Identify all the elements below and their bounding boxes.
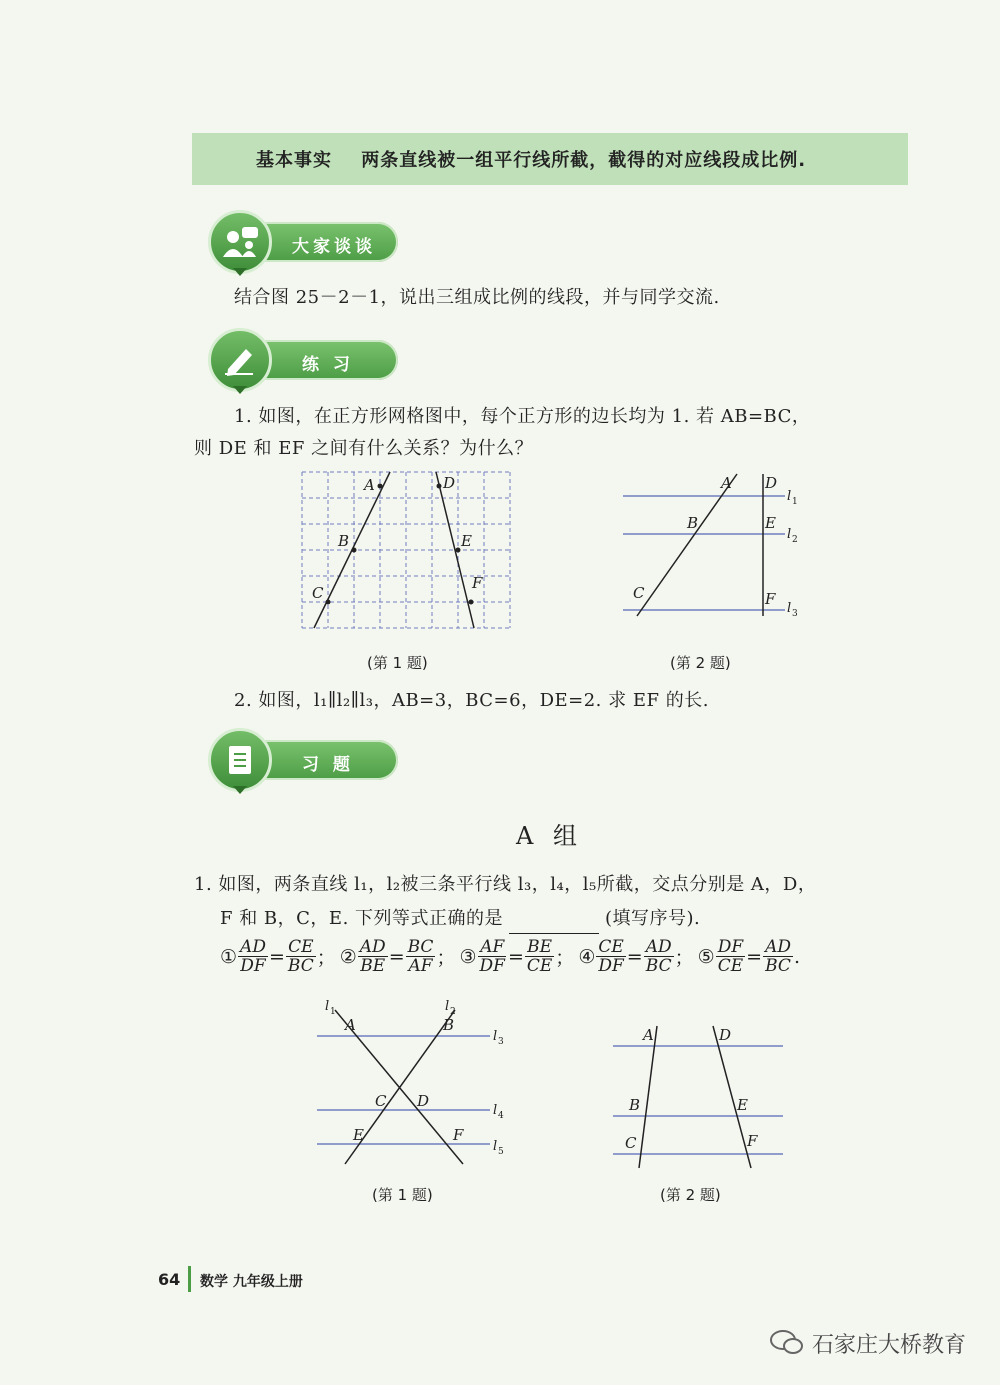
option-3 — [459, 938, 574, 975]
page-number: 64 — [158, 1270, 181, 1289]
answer-blank — [509, 913, 599, 934]
fraction-numerator: AD — [645, 937, 672, 957]
svg-text:E: E — [765, 514, 776, 532]
pencil-icon — [208, 328, 272, 392]
footer-divider — [188, 1266, 191, 1292]
svg-text:D: D — [765, 474, 778, 492]
fraction-denominator: CE — [717, 956, 744, 976]
exercise-q1-line2-post: (填写序号). — [605, 908, 701, 929]
book-title: 数学 九年级上册 — [200, 1274, 303, 1290]
fraction — [286, 938, 316, 975]
exercise-figure-1-crossing — [305, 996, 525, 1168]
equals-sign: = — [626, 945, 643, 968]
fraction-numerator: CE — [598, 937, 624, 957]
svg-text:l: l — [787, 601, 792, 616]
option-mark: ③ — [459, 945, 477, 968]
svg-text:D: D — [719, 1026, 732, 1044]
exercise-q1-line1: 1. 如图，两条直线 l₁，l₂被三条平行线 l₃，l₄，l₅所截，交点分别是 A，D， — [194, 874, 817, 895]
fraction-denominator: DF — [479, 956, 505, 976]
svg-text:B: B — [443, 1016, 455, 1034]
fraction — [525, 938, 554, 975]
svg-text:2: 2 — [450, 1007, 456, 1017]
option-separator: ； — [436, 947, 456, 969]
fraction-numerator: DF — [717, 937, 744, 957]
svg-text:l: l — [445, 999, 450, 1014]
option-separator: . — [793, 945, 801, 968]
fraction-numerator: CE — [288, 937, 314, 957]
svg-text:l: l — [493, 1029, 498, 1044]
svg-text:B: B — [629, 1096, 641, 1114]
svg-text:F: F — [472, 574, 483, 592]
people-talking-icon — [208, 210, 272, 274]
fraction-denominator: DF — [598, 956, 624, 976]
exercise-fig1-caption: (第 1 题) — [372, 1186, 433, 1204]
svg-text:A: A — [345, 1016, 356, 1034]
practice-q1-line2: 则 DE 和 EF 之间有什么关系？为什么？ — [194, 438, 534, 459]
practice-q1-line1: 1. 如图，在正方形网格图中，每个正方形的边长均为 1. 若 AB=BC， — [234, 406, 811, 427]
practice-figure-2-parallel — [615, 470, 815, 620]
fraction-numerator: AF — [480, 937, 505, 957]
fraction-denominator: DF — [240, 956, 266, 976]
chat-bubble-icon — [770, 1328, 804, 1356]
option-4 — [578, 938, 693, 975]
option-separator: ； — [674, 947, 694, 969]
exercise-q1-line2 — [220, 904, 700, 934]
fraction — [406, 938, 436, 975]
exercise-options — [220, 938, 804, 975]
svg-text:C: C — [625, 1134, 637, 1152]
equals-sign: = — [268, 945, 285, 968]
chevron-down-icon — [233, 386, 247, 394]
fraction-denominator: AF — [408, 956, 433, 976]
exercise-fig2-caption: (第 2 题) — [660, 1186, 721, 1204]
fraction-denominator: BE — [360, 956, 386, 976]
equals-sign: = — [388, 945, 405, 968]
option-mark: ⑤ — [697, 945, 715, 968]
option-separator: ； — [316, 947, 336, 969]
fraction-denominator: BC — [287, 956, 314, 976]
practice-q2: 2. 如图，l₁∥l₂∥l₃，AB=3，BC=6，DE=2. 求 EF 的长. — [234, 690, 709, 711]
svg-text:F: F — [453, 1126, 464, 1144]
svg-text:F: F — [747, 1132, 758, 1150]
option-mark: ① — [220, 945, 238, 968]
fraction-denominator: CE — [526, 956, 553, 976]
exercise-q1-line2-pre: F 和 B，C，E. 下列等式正确的是 — [220, 908, 504, 929]
option-separator: ； — [555, 947, 575, 969]
fraction-denominator: BC — [645, 956, 672, 976]
svg-text:C: C — [312, 584, 324, 602]
basic-fact-label: 基本事实 — [256, 150, 332, 171]
option-mark: ④ — [578, 945, 596, 968]
svg-text:B: B — [687, 514, 699, 532]
option-2 — [340, 938, 456, 975]
exercise-title: 习 题 — [302, 755, 354, 775]
option-5 — [698, 938, 800, 975]
svg-text:l: l — [493, 1103, 498, 1118]
group-title: A 组 — [516, 822, 583, 850]
equals-sign: = — [507, 945, 524, 968]
equals-sign: = — [746, 945, 763, 968]
fraction-numerator: BC — [407, 937, 434, 957]
svg-text:C: C — [375, 1092, 387, 1110]
svg-text:D: D — [417, 1092, 430, 1110]
svg-text:l: l — [325, 999, 330, 1014]
fraction — [478, 938, 507, 975]
svg-text:l: l — [787, 527, 792, 542]
fraction — [644, 938, 674, 975]
svg-text:2: 2 — [792, 535, 798, 545]
option-mark: ② — [339, 945, 357, 968]
svg-text:E: E — [353, 1126, 364, 1144]
fraction-numerator: AD — [765, 937, 791, 957]
svg-text:1: 1 — [330, 1007, 336, 1017]
svg-text:3: 3 — [498, 1037, 504, 1047]
fraction-numerator: AD — [240, 937, 266, 957]
fraction — [763, 938, 793, 975]
svg-text:4: 4 — [498, 1111, 504, 1121]
basic-fact-text: 两条直线被一组平行线所截，截得的对应线段成比例. — [361, 150, 807, 171]
svg-text:D: D — [443, 474, 456, 492]
svg-text:3: 3 — [792, 609, 798, 619]
practice-figure-1-grid — [290, 468, 520, 638]
svg-text:A: A — [721, 474, 732, 492]
fraction — [596, 938, 625, 975]
svg-text:F: F — [765, 590, 776, 608]
svg-text:1: 1 — [792, 497, 798, 507]
practice-title: 练 习 — [302, 355, 354, 375]
fraction — [716, 938, 745, 975]
svg-text:l: l — [787, 489, 792, 504]
svg-text:C: C — [633, 584, 645, 602]
fraction-denominator: BC — [765, 956, 791, 976]
fraction-numerator: AD — [359, 937, 386, 957]
svg-text:B: B — [338, 532, 350, 550]
svg-text:l: l — [493, 1139, 498, 1154]
svg-text:E: E — [737, 1096, 748, 1114]
discuss-title: 大家谈谈 — [292, 237, 376, 257]
basic-fact — [256, 146, 806, 172]
chevron-down-icon — [233, 786, 247, 794]
svg-text:A: A — [364, 476, 375, 494]
practice-fig2-caption: (第 2 题) — [670, 654, 731, 672]
fraction — [238, 938, 268, 975]
practice-fig1-caption: (第 1 题) — [367, 654, 428, 672]
fraction-numerator: BE — [527, 937, 553, 957]
svg-text:A: A — [643, 1026, 654, 1044]
svg-text:E: E — [461, 532, 472, 550]
fraction — [358, 938, 388, 975]
chevron-down-icon — [233, 268, 247, 276]
option-1 — [220, 938, 336, 975]
svg-text:5: 5 — [498, 1147, 504, 1157]
exercise-figure-2-trapezoid — [605, 1020, 795, 1170]
discuss-text: 结合图 25－2－1，说出三组成比例的线段，并与同学交流. — [234, 287, 720, 308]
watermark-text: 石家庄大桥教育 — [812, 1333, 967, 1358]
notebook-icon — [208, 728, 272, 792]
